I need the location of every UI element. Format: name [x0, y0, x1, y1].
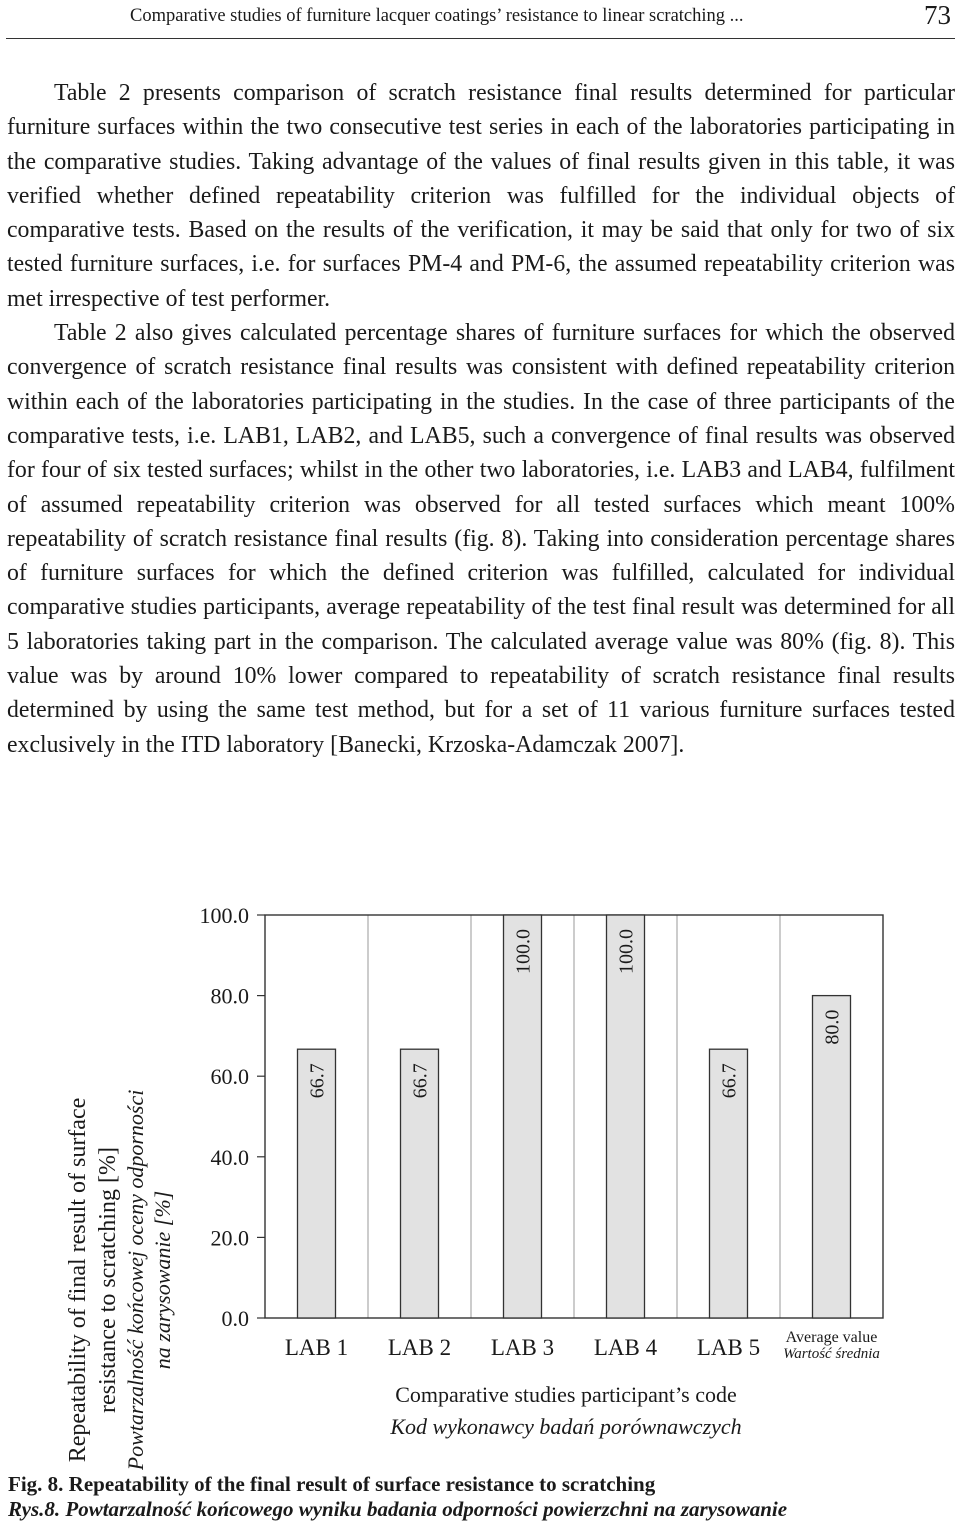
- paragraph-2: Table 2 also gives calculated percentage shares of furniture surfaces for which the observed convergence of scratch resistance final results was consistent with defined repeatability criterion within each of the laboratories participating in the studies. In the case of three participants of the comparative tests, i.e. LAB1, LAB2, and LAB5, such a convergence of final results was observed for four of six tested surfaces; whilst in the other two laboratories, i.e. LAB3 and LAB4, fulfilment of assumed repeatability criterion was observed for all tested surfaces which meant 100% repeatability of scratch resistance final results (fig. 8). Taking into consideration percentage shares of furniture surfaces for which the defined criterion was fulfilled, calculated for individual comparative studies participants, average repeatability of the test final result was determined for all 5 laboratories taking part in the comparison. The calculated average value was 80% (fig. 8). This value was by around 10% lower compared to repeatability of scratch resistance final results determined by using the same test method, but for a set of 11 various furniture surfaces tested exclusively in the ITD laboratory [Banecki, Krzoska-Adamczak 2007].: [7, 320, 955, 758]
- y-axis-label-line-2: resistance to scratching [%]: [95, 1147, 121, 1413]
- y-axis-label-pl-line-2: na zarysowanie [%]: [150, 1190, 175, 1370]
- bar-chart: [0, 890, 960, 1470]
- category-label: LAB 1: [284, 1335, 349, 1360]
- y-tick-label: 100.0: [199, 903, 249, 928]
- bar-value-label: 100.0: [512, 929, 535, 974]
- category-label: Average value: [785, 1329, 878, 1346]
- caption-en: Fig. 8. Repeatability of the final result of surface resistance to scratching: [8, 1472, 656, 1496]
- bar: [607, 915, 645, 1318]
- category-sublabel: Wartość średnia: [783, 1346, 880, 1362]
- plot-area: [200, 903, 884, 1362]
- y-axis-title: [65, 1090, 175, 1470]
- bar-value-label: 66.7: [409, 1063, 432, 1099]
- category-label: LAB 5: [696, 1335, 761, 1360]
- page-header: [6, 0, 955, 39]
- category-label: LAB 2: [387, 1335, 452, 1360]
- category-label: LAB 3: [490, 1335, 555, 1360]
- figure-caption: [8, 1472, 953, 1522]
- x-axis-label-pl: Kod wykonawcy badań porównawczych: [390, 1414, 742, 1439]
- y-tick-label: 40.0: [210, 1144, 249, 1170]
- y-tick-label: 60.0: [210, 1064, 249, 1090]
- bar-value-label: 100.0: [615, 929, 638, 974]
- y-tick-label: 20.0: [210, 1225, 249, 1251]
- paragraph-1: Table 2 presents comparison of scratch resistance final results determined for particular furniture surfaces within the two consecutive test series in each of the laboratories participating in the comparative studies. Taking advantage of the values of final results given in this table, it was verified whether defined repeatability criterion was fulfilled for the individual objects of comparative tests. Based on the results of the verification, it may be said that only for two of six tested furniture surfaces, i.e. for surfaces PM-4 and PM-6, the assumed repeatability criterion was met irrespective of test performer.: [7, 80, 955, 312]
- bar: [504, 915, 542, 1318]
- running-title: Comparative studies of furniture lacquer coatings’ resistance to linear scratching ...: [130, 6, 744, 26]
- bar-value-label: 66.7: [306, 1063, 329, 1099]
- y-axis-label-pl-line-1: Powtarzalność końcowej oceny odporności: [123, 1089, 148, 1470]
- body-text: [7, 76, 955, 762]
- page-number: 73: [924, 0, 951, 30]
- y-tick-label: 0.0: [221, 1306, 249, 1331]
- category-label: LAB 4: [593, 1335, 658, 1360]
- caption-pl: Rys.8. Powtarzalność końcowego wyniku badania odporności powierzchni na zarysowanie: [8, 1497, 788, 1521]
- y-axis-label-line-1: Repeatability of final result of surface: [65, 1097, 91, 1463]
- bar-value-label: 66.7: [718, 1063, 741, 1099]
- bar-value-label: 80.0: [821, 1009, 844, 1045]
- x-axis-label: Comparative studies participant’s code: [395, 1382, 737, 1407]
- y-tick-label: 80.0: [210, 983, 249, 1009]
